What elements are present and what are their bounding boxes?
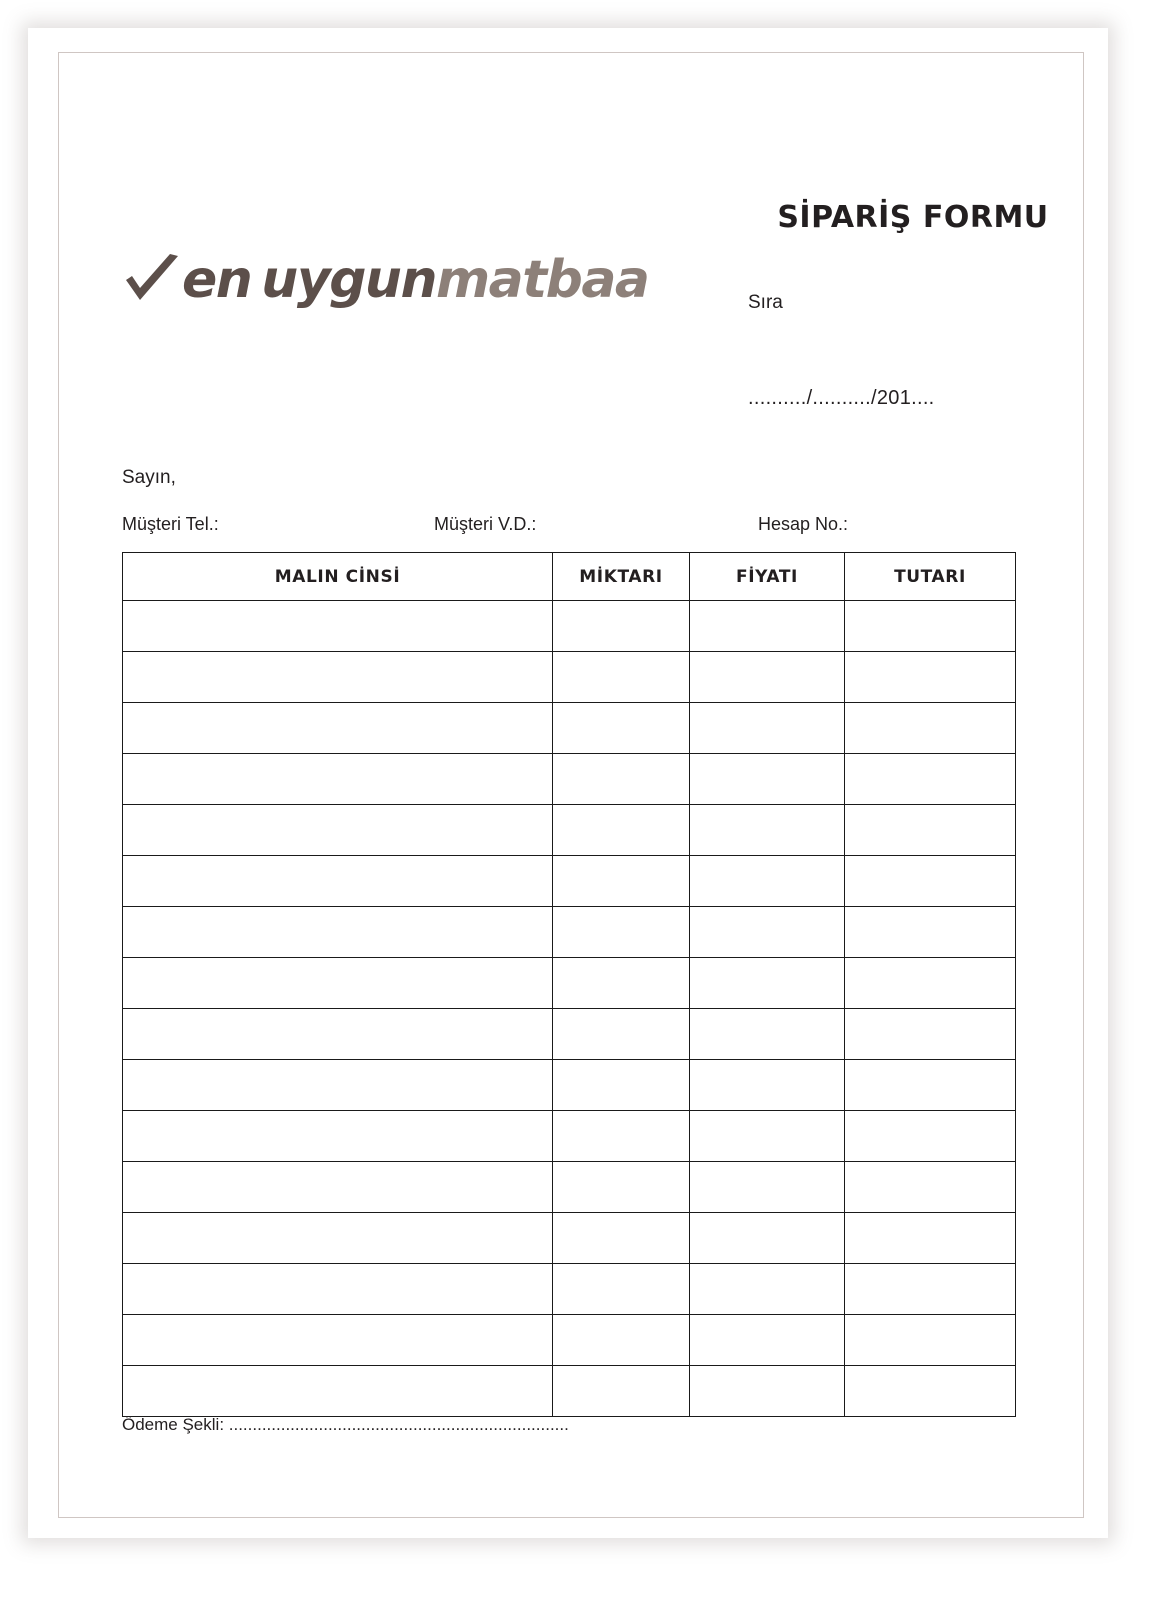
cell-unit-price[interactable] — [690, 1264, 845, 1315]
table-row — [123, 1060, 1016, 1111]
column-header-fiyati: FİYATI — [690, 553, 845, 601]
cell-item-name[interactable] — [123, 1264, 553, 1315]
cell-quantity[interactable] — [553, 958, 690, 1009]
table-row — [123, 1009, 1016, 1060]
cell-quantity[interactable] — [553, 652, 690, 703]
sira-label: Sıra — [748, 292, 783, 313]
salutation-label: Sayın, — [122, 467, 176, 488]
table-header-row — [123, 553, 1016, 601]
cell-item-name[interactable] — [123, 754, 553, 805]
table-body — [123, 601, 1016, 1417]
payment-method-field[interactable]: Ödeme Şekli: ........................................................................ — [122, 1415, 569, 1434]
table-row — [123, 1111, 1016, 1162]
cell-item-name[interactable] — [123, 703, 553, 754]
cell-quantity[interactable] — [553, 601, 690, 652]
cell-item-name[interactable] — [123, 1009, 553, 1060]
cell-amount[interactable] — [845, 907, 1016, 958]
table-row — [123, 805, 1016, 856]
cell-unit-price[interactable] — [690, 703, 845, 754]
table-row — [123, 856, 1016, 907]
table-row — [123, 1315, 1016, 1366]
cell-amount[interactable] — [845, 1315, 1016, 1366]
cell-unit-price[interactable] — [690, 1213, 845, 1264]
customer-phone-label[interactable]: Müşteri Tel.: — [122, 514, 219, 534]
cell-item-name[interactable] — [123, 1315, 553, 1366]
column-header-miktari: MİKTARI — [553, 553, 690, 601]
cell-unit-price[interactable] — [690, 805, 845, 856]
cell-quantity[interactable] — [553, 1315, 690, 1366]
cell-amount[interactable] — [845, 856, 1016, 907]
logo-text-uygun: uygun — [261, 250, 436, 310]
cell-quantity[interactable] — [553, 1213, 690, 1264]
cell-amount[interactable] — [845, 652, 1016, 703]
cell-amount[interactable] — [845, 1264, 1016, 1315]
table-row — [123, 703, 1016, 754]
cell-amount[interactable] — [845, 805, 1016, 856]
cell-unit-price[interactable] — [690, 1366, 845, 1417]
cell-unit-price[interactable] — [690, 754, 845, 805]
cell-quantity[interactable] — [553, 805, 690, 856]
cell-item-name[interactable] — [123, 805, 553, 856]
cell-unit-price[interactable] — [690, 1060, 845, 1111]
check-mark-icon — [124, 254, 180, 306]
cell-item-name[interactable] — [123, 1162, 553, 1213]
cell-unit-price[interactable] — [690, 1009, 845, 1060]
cell-quantity[interactable] — [553, 1366, 690, 1417]
cell-unit-price[interactable] — [690, 856, 845, 907]
column-header-tutari: TUTARI — [845, 553, 1016, 601]
table-row — [123, 754, 1016, 805]
cell-unit-price[interactable] — [690, 1111, 845, 1162]
cell-item-name[interactable] — [123, 1060, 553, 1111]
cell-amount[interactable] — [845, 1009, 1016, 1060]
cell-item-name[interactable] — [123, 856, 553, 907]
cell-item-name[interactable] — [123, 601, 553, 652]
column-header-malin-cinsi: MALIN CİNSİ — [123, 553, 553, 601]
company-logo — [124, 248, 649, 312]
cell-item-name[interactable] — [123, 652, 553, 703]
cell-amount[interactable] — [845, 1366, 1016, 1417]
cell-amount[interactable] — [845, 601, 1016, 652]
cell-unit-price[interactable] — [690, 907, 845, 958]
table-row — [123, 601, 1016, 652]
cell-quantity[interactable] — [553, 1162, 690, 1213]
table-row — [123, 907, 1016, 958]
logo-text-matbaa: matbaa — [435, 250, 649, 310]
table-row — [123, 1366, 1016, 1417]
cell-unit-price[interactable] — [690, 1162, 845, 1213]
cell-amount[interactable] — [845, 703, 1016, 754]
account-number-label[interactable]: Hesap No.: — [758, 514, 849, 534]
cell-amount[interactable] — [845, 1111, 1016, 1162]
cell-quantity[interactable] — [553, 703, 690, 754]
table-row — [123, 1162, 1016, 1213]
cell-quantity[interactable] — [553, 1111, 690, 1162]
cell-amount[interactable] — [845, 754, 1016, 805]
cell-amount[interactable] — [845, 1060, 1016, 1111]
table-row — [123, 1264, 1016, 1315]
table-row — [123, 652, 1016, 703]
order-items-table — [122, 552, 1016, 1417]
table-row — [123, 958, 1016, 1009]
cell-amount[interactable] — [845, 958, 1016, 1009]
cell-amount[interactable] — [845, 1162, 1016, 1213]
cell-unit-price[interactable] — [690, 958, 845, 1009]
cell-item-name[interactable] — [123, 907, 553, 958]
cell-quantity[interactable] — [553, 907, 690, 958]
customer-tax-office-label[interactable]: Müşteri V.D.: — [434, 514, 537, 534]
logo-text-en: en — [182, 250, 252, 310]
cell-quantity[interactable] — [553, 1060, 690, 1111]
date-field[interactable]: ........../........../201.... — [748, 387, 935, 409]
cell-item-name[interactable] — [123, 1213, 553, 1264]
cell-quantity[interactable] — [553, 1264, 690, 1315]
cell-item-name[interactable] — [123, 1366, 553, 1417]
order-form-sheet — [58, 52, 1084, 1518]
cell-quantity[interactable] — [553, 1009, 690, 1060]
cell-quantity[interactable] — [553, 754, 690, 805]
cell-unit-price[interactable] — [690, 1315, 845, 1366]
cell-item-name[interactable] — [123, 1111, 553, 1162]
cell-quantity[interactable] — [553, 856, 690, 907]
cell-unit-price[interactable] — [690, 601, 845, 652]
cell-unit-price[interactable] — [690, 652, 845, 703]
table-row — [123, 1213, 1016, 1264]
cell-amount[interactable] — [845, 1213, 1016, 1264]
page-title: SİPARİŞ FORMU — [777, 200, 1049, 235]
cell-item-name[interactable] — [123, 958, 553, 1009]
